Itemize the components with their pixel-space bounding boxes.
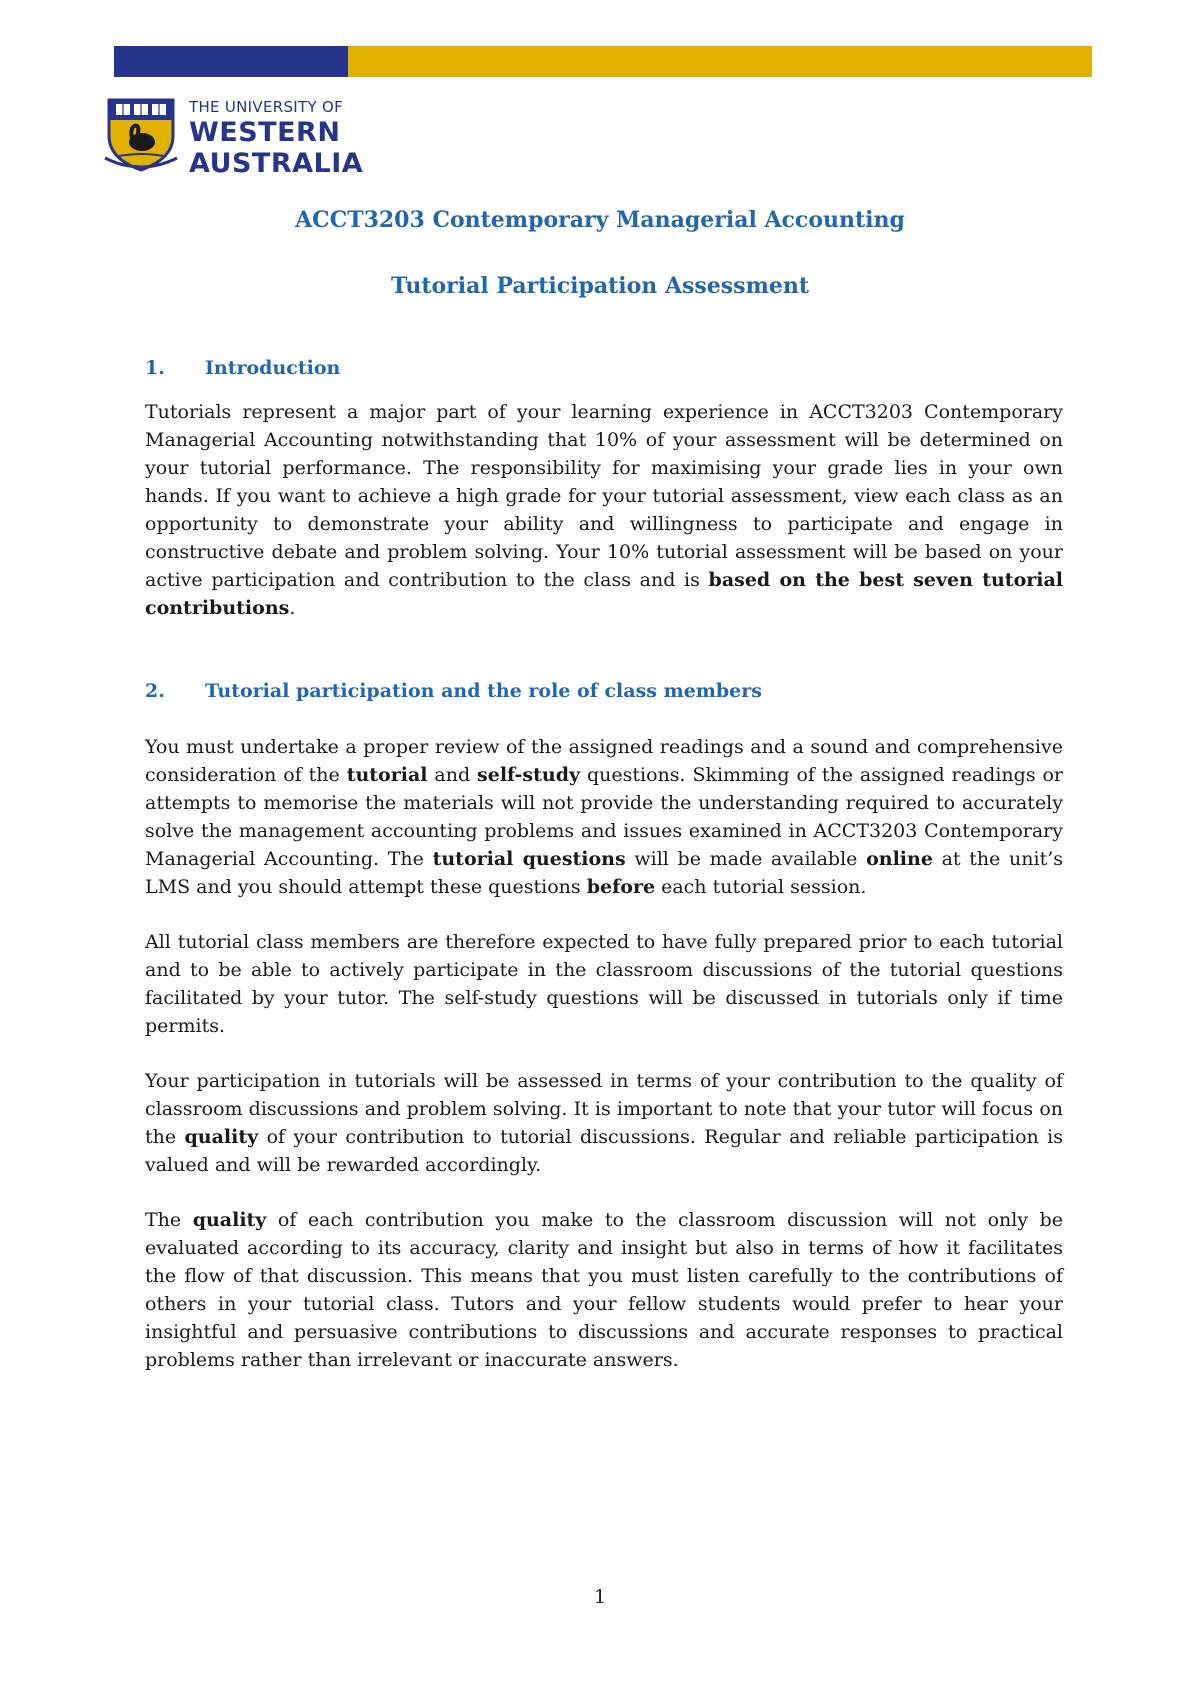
document-subtitle: Tutorial Participation Assessment <box>391 273 809 299</box>
section-number: 2. <box>145 680 165 702</box>
paragraph-text: Your participation in tutorials will be assessed in terms of your contribution to the quality of classroom discussions and problem solving. It is important to note that your tutor will focus on the <box>145 1070 1063 1148</box>
document-title: ACCT3203 Contemporary Managerial Accounting <box>295 207 905 233</box>
paragraph-text: will be made available <box>625 848 867 870</box>
introduction-paragraph <box>145 398 1063 622</box>
assessment-paragraph <box>145 1067 1063 1179</box>
paragraph-bold-text: online <box>866 848 933 870</box>
paragraph-text: of each contribution you make to the classroom discussion will not only be evaluated according to its accuracy, clarity and insight but also in terms of how it facilitates the flow of that discussion. This means that you must listen carefully to the contributions of others in your tutorial class. Tutors and your fellow students would prefer to hear your insightful and persuasive contributions to discussions and accurate responses to practical problems rather than irrelevant or inaccurate answers. <box>145 1209 1063 1371</box>
section-title: Introduction <box>205 357 341 379</box>
paragraph-bold-text: quality <box>184 1126 259 1148</box>
paragraph-bold-text: tutorial questions <box>432 848 626 870</box>
section-number: 1. <box>145 357 165 379</box>
paragraph-text: questions. Skimming of the assigned readings or attempts to memorise the materials will not provide the understanding required to accurately solve the management accounting problems and issues examined in ACCT3203 Contemporary Managerial Accounting. The <box>145 764 1063 870</box>
university-crest-icon <box>103 96 179 172</box>
paragraph-text: All tutorial class members are therefore expected to have fully prepared prior to each tutorial and to be able to actively participate in the classroom discussions of the tutorial questions facilitated by your tutor. The self-study questions will be discussed in tutorials only if time permits. <box>145 931 1063 1037</box>
paragraph-text: and <box>427 764 478 786</box>
paragraph-text: each tutorial session. <box>655 876 867 898</box>
paragraph-bold-text: quality <box>192 1209 267 1231</box>
paragraph-text: The <box>145 1209 193 1231</box>
paragraph-text: You must undertake a proper review of the assigned readings and a sound and comprehensive consideration of the <box>145 736 1063 786</box>
paragraph-bold-text: self-study <box>477 764 581 786</box>
paragraph-text: Tutorials represent a major part of your learning experience in ACCT3203 Contemporary Managerial Accounting notwithstanding that 10% of your assessment will be determined on your tutorial performance. The responsibility for maximising your grade lies in your own hands. If you want to achieve a high grade for your tutorial assessment, view each class as an opportunity to demonstrate your ability and willingness to participate and engage in constructive debate and problem solving. Your 10% tutorial assessment will be based on your active participation and contribution to the class and is <box>145 401 1063 591</box>
paragraph-text: . <box>289 597 296 619</box>
university-wordmark <box>189 96 363 177</box>
paragraph-bold-text: based on the best seven tutorial contributions <box>145 569 1064 619</box>
section-heading-introduction <box>145 357 340 379</box>
wordmark-line-3: AUSTRALIA <box>189 148 364 179</box>
quality-paragraph <box>145 1206 1063 1374</box>
section-title: Tutorial participation and the role of class members <box>205 680 762 702</box>
header-bar-gold <box>348 46 1092 77</box>
expectations-paragraph <box>145 928 1063 1040</box>
university-logo <box>103 96 363 177</box>
paragraph-text: at the unit’s LMS and you should attempt these questions <box>145 848 1064 898</box>
wordmark-line-2: WESTERN <box>189 117 341 148</box>
paragraph-bold-text: before <box>586 876 656 898</box>
page-number: 1 <box>593 1586 607 1608</box>
wordmark-line-1: THE UNIVERSITY OF <box>189 98 344 116</box>
paragraph-bold-text: tutorial <box>346 764 428 786</box>
header-bar-blue <box>114 46 348 77</box>
preparation-paragraph <box>145 733 1063 901</box>
section-heading-participation <box>145 680 762 702</box>
paragraph-text: of your contribution to tutorial discussions. Regular and reliable participation is valued and will be rewarded accordingly. <box>145 1126 1063 1176</box>
header-color-bar <box>114 46 1092 77</box>
